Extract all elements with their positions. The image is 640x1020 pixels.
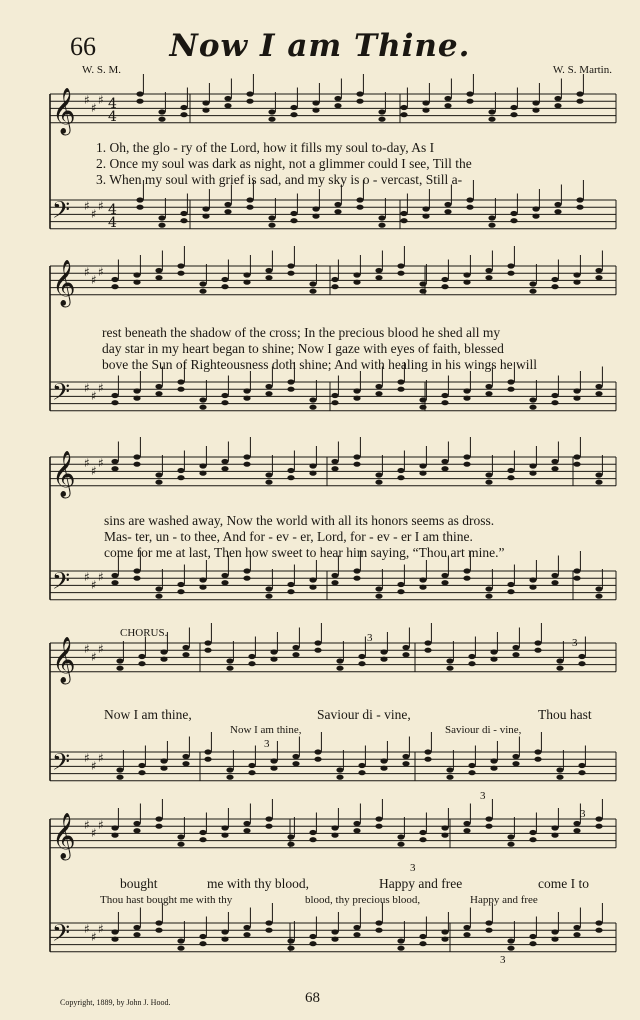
svg-text:♯: ♯ <box>84 570 90 584</box>
triplet-marker: 3 <box>367 632 373 644</box>
svg-text:♯: ♯ <box>84 818 90 832</box>
svg-text:♯: ♯ <box>98 199 104 213</box>
svg-text:♯: ♯ <box>84 265 90 279</box>
system1-verse3: 3. When my soul with grief is sad, and my sky is o - vercast, Still a- <box>96 172 463 187</box>
footer-page-number: 68 <box>305 990 320 1006</box>
svg-text:♯: ♯ <box>91 759 97 773</box>
svg-text:♯: ♯ <box>91 389 97 403</box>
svg-text:♯: ♯ <box>84 751 90 765</box>
svg-text:♯: ♯ <box>98 922 104 936</box>
svg-text:♯: ♯ <box>91 101 97 115</box>
svg-text:𝄞: 𝄞 <box>52 637 76 683</box>
svg-text:𝄞: 𝄞 <box>52 88 76 134</box>
svg-text:♯: ♯ <box>91 578 97 592</box>
chorus-line2-a: bought <box>120 876 158 891</box>
svg-text:♯: ♯ <box>98 381 104 395</box>
page-number: 66 <box>70 32 96 61</box>
svg-text:♯: ♯ <box>91 207 97 221</box>
chorus-bass1-b: Saviour di - vine, <box>445 724 522 736</box>
svg-text:♯: ♯ <box>84 922 90 936</box>
system3-verse3: come for me at last, Then how sweet to hear him saying, “Thou art mine.” <box>104 545 505 560</box>
chorus-line2-d: come I to <box>538 876 589 891</box>
system2-verse1: rest beneath the shadow of the cross; In the precious blood he shed all my <box>102 325 501 340</box>
triplet-marker: 3 <box>572 637 578 649</box>
svg-text:♯: ♯ <box>98 456 104 470</box>
chorus-line1-c: Thou hast <box>538 707 592 722</box>
system2-verse2: day star in my heart began to shine; Now I gaze with eyes of faith, blessed <box>102 341 504 356</box>
svg-text:♯: ♯ <box>98 751 104 765</box>
chorus-line1-a: Now I am thine, <box>104 707 192 722</box>
svg-text:𝄞: 𝄞 <box>52 813 76 859</box>
svg-text:♯: ♯ <box>84 642 90 656</box>
svg-text:♯: ♯ <box>84 381 90 395</box>
svg-text:♯: ♯ <box>98 93 104 107</box>
svg-text:♯: ♯ <box>98 818 104 832</box>
svg-text:𝄢: 𝄢 <box>52 748 71 781</box>
svg-text:𝄢: 𝄢 <box>52 196 71 229</box>
svg-text:♯: ♯ <box>91 650 97 664</box>
chorus-line1-b: Saviour di - vine, <box>317 707 411 722</box>
svg-text:4: 4 <box>108 215 117 231</box>
svg-text:4: 4 <box>108 109 117 125</box>
system1-verse2: 2. Once my soul was dark as night, not a glimmer could I see, Till the <box>96 156 472 171</box>
chorus-label: CHORUS. <box>120 627 168 639</box>
hymn-title: Now I am Thine. <box>169 28 471 64</box>
svg-text:♯: ♯ <box>91 464 97 478</box>
svg-text:♯: ♯ <box>91 826 97 840</box>
triplet-marker: 3 <box>500 954 506 966</box>
triplet-marker: 3 <box>264 738 270 750</box>
system3-verse1: sins are washed away, Now the world with all its honors seems as dross. <box>104 513 495 528</box>
chorus-line2-c: Happy and free <box>379 876 463 891</box>
chorus-bass2-b: blood, thy precious blood, <box>305 894 421 906</box>
svg-text:♯: ♯ <box>91 930 97 944</box>
chorus-bass2-a: Thou hast bought me with thy <box>100 894 233 906</box>
chorus-bass1-a: Now I am thine, <box>230 724 302 736</box>
svg-text:♯: ♯ <box>84 199 90 213</box>
svg-text:𝄞: 𝄞 <box>52 451 76 497</box>
svg-text:4: 4 <box>108 202 117 218</box>
svg-text:♯: ♯ <box>98 570 104 584</box>
svg-text:♯: ♯ <box>98 642 104 656</box>
svg-text:4: 4 <box>108 96 117 112</box>
svg-text:𝄢: 𝄢 <box>52 567 71 600</box>
system2-verse3: bove the Sun of Righteousness doth shine; And with healing in his wings he will <box>102 357 537 372</box>
svg-text:𝄢: 𝄢 <box>52 919 71 952</box>
svg-text:𝄞: 𝄞 <box>52 260 76 306</box>
chorus-bass2-c: Happy and free <box>470 894 538 906</box>
triplet-marker: 3 <box>480 790 486 802</box>
triplet-marker: 3 <box>410 862 416 874</box>
system1-verse1: 1. Oh, the glo - ry of the Lord, how it fills my soul to-day, As I <box>96 140 435 155</box>
lyricist-credit: W. S. M. <box>82 64 122 76</box>
chorus-line2-b: me with thy blood, <box>207 876 309 891</box>
copyright-notice: Copyright, 1889, by John J. Hood. <box>60 998 171 1007</box>
system3-verse2: Mas- ter, un - to thee, And for - ev - er, Lord, for - ev - er I am thine. <box>104 529 473 544</box>
composer-credit: W. S. Martin. <box>552 64 612 76</box>
svg-text:𝄢: 𝄢 <box>52 378 71 411</box>
svg-text:♯: ♯ <box>84 93 90 107</box>
svg-text:♯: ♯ <box>91 273 97 287</box>
svg-text:♯: ♯ <box>84 456 90 470</box>
triplet-marker: 3 <box>580 808 586 820</box>
svg-text:♯: ♯ <box>98 265 104 279</box>
